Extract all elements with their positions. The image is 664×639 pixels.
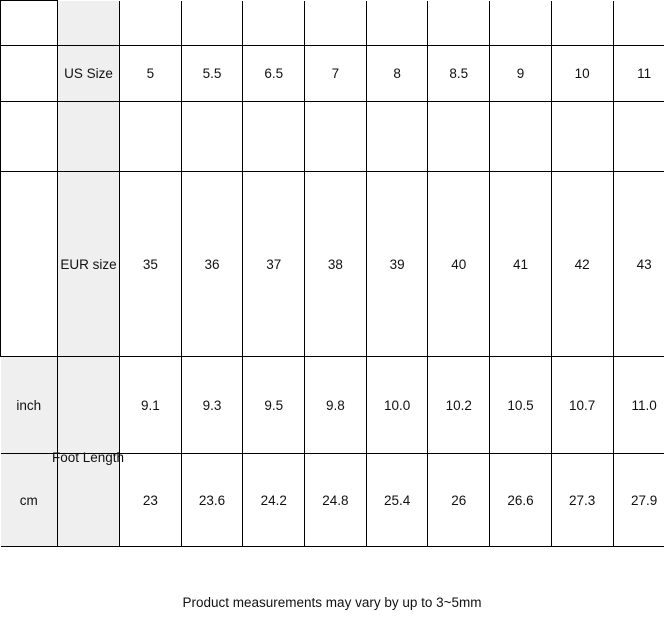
cell-cm-7: 26.6 bbox=[490, 454, 552, 547]
cell-us-size-8: 10 bbox=[551, 46, 613, 102]
spacer-cell bbox=[181, 1, 243, 46]
cell-cm-5: 25.4 bbox=[366, 454, 428, 547]
table-row-cm bbox=[1, 454, 664, 547]
row-label-inch: inch bbox=[1, 357, 58, 454]
cell-eur-size-9: 43 bbox=[613, 172, 664, 357]
table-row bbox=[1, 102, 664, 172]
cell-inch-3: 9.5 bbox=[243, 357, 305, 454]
cell-eur-size-7: 41 bbox=[490, 172, 552, 357]
cell-us-size-2: 5.5 bbox=[181, 46, 243, 102]
cell-inch-8: 10.7 bbox=[551, 357, 613, 454]
spacer-cell bbox=[551, 102, 613, 172]
cell-us-size-7: 9 bbox=[490, 46, 552, 102]
spacer-cell bbox=[58, 102, 120, 172]
cell-eur-size-4: 38 bbox=[305, 172, 367, 357]
table-row-inch bbox=[1, 357, 664, 454]
spacer-cell bbox=[1, 172, 58, 357]
table-row-eur-size bbox=[1, 172, 664, 357]
cell-eur-size-8: 42 bbox=[551, 172, 613, 357]
foot-length-label: Foot Length bbox=[52, 450, 125, 465]
cell-us-size-9: 11 bbox=[613, 46, 664, 102]
cell-eur-size-6: 40 bbox=[428, 172, 490, 357]
cell-cm-2: 23.6 bbox=[181, 454, 243, 547]
cell-cm-9: 27.9 bbox=[613, 454, 664, 547]
cell-inch-6: 10.2 bbox=[428, 357, 490, 454]
spacer-cell bbox=[120, 1, 182, 46]
spacer-cell bbox=[366, 1, 428, 46]
spacer-cell bbox=[1, 1, 58, 46]
row-label-eur-size: EUR size bbox=[58, 172, 120, 357]
cell-inch-5: 10.0 bbox=[366, 357, 428, 454]
cell-us-size-5: 8 bbox=[366, 46, 428, 102]
spacer-cell bbox=[305, 1, 367, 46]
measurement-disclaimer: Product measurements may vary by up to 3~5mm bbox=[182, 595, 482, 610]
spacer-cell bbox=[58, 357, 120, 454]
cell-inch-7: 10.5 bbox=[490, 357, 552, 454]
table-row-us-size bbox=[1, 46, 664, 102]
spacer-cell bbox=[613, 1, 664, 46]
spacer-cell bbox=[243, 1, 305, 46]
cell-eur-size-1: 35 bbox=[120, 172, 182, 357]
spacer-cell bbox=[1, 102, 58, 172]
row-label-us-size: US Size bbox=[58, 46, 120, 102]
cell-cm-4: 24.8 bbox=[305, 454, 367, 547]
cell-inch-2: 9.3 bbox=[181, 357, 243, 454]
spacer-cell bbox=[428, 1, 490, 46]
cell-eur-size-5: 39 bbox=[366, 172, 428, 357]
cell-us-size-1: 5 bbox=[120, 46, 182, 102]
cell-eur-size-2: 36 bbox=[181, 172, 243, 357]
cell-inch-1: 9.1 bbox=[120, 357, 182, 454]
cell-us-size-6: 8.5 bbox=[428, 46, 490, 102]
cell-cm-6: 26 bbox=[428, 454, 490, 547]
cell-cm-1: 23 bbox=[120, 454, 182, 547]
table-row bbox=[1, 1, 664, 46]
spacer-cell bbox=[243, 102, 305, 172]
cell-inch-4: 9.8 bbox=[305, 357, 367, 454]
spacer-cell bbox=[613, 102, 664, 172]
spacer-cell bbox=[58, 1, 120, 46]
cell-us-size-4: 7 bbox=[305, 46, 367, 102]
cell-cm-8: 27.3 bbox=[551, 454, 613, 547]
spacer-cell bbox=[181, 102, 243, 172]
row-label-cm: cm bbox=[1, 454, 58, 547]
cell-cm-3: 24.2 bbox=[243, 454, 305, 547]
spacer-cell bbox=[366, 102, 428, 172]
spacer-cell bbox=[551, 1, 613, 46]
spacer-cell bbox=[428, 102, 490, 172]
spacer-cell bbox=[305, 102, 367, 172]
cell-inch-9: 11.0 bbox=[613, 357, 664, 454]
spacer-cell bbox=[490, 1, 552, 46]
spacer-cell bbox=[120, 102, 182, 172]
spacer-cell bbox=[58, 454, 120, 547]
cell-eur-size-3: 37 bbox=[243, 172, 305, 357]
spacer-cell bbox=[490, 102, 552, 172]
spacer-cell bbox=[1, 46, 58, 102]
cell-us-size-3: 6.5 bbox=[243, 46, 305, 102]
